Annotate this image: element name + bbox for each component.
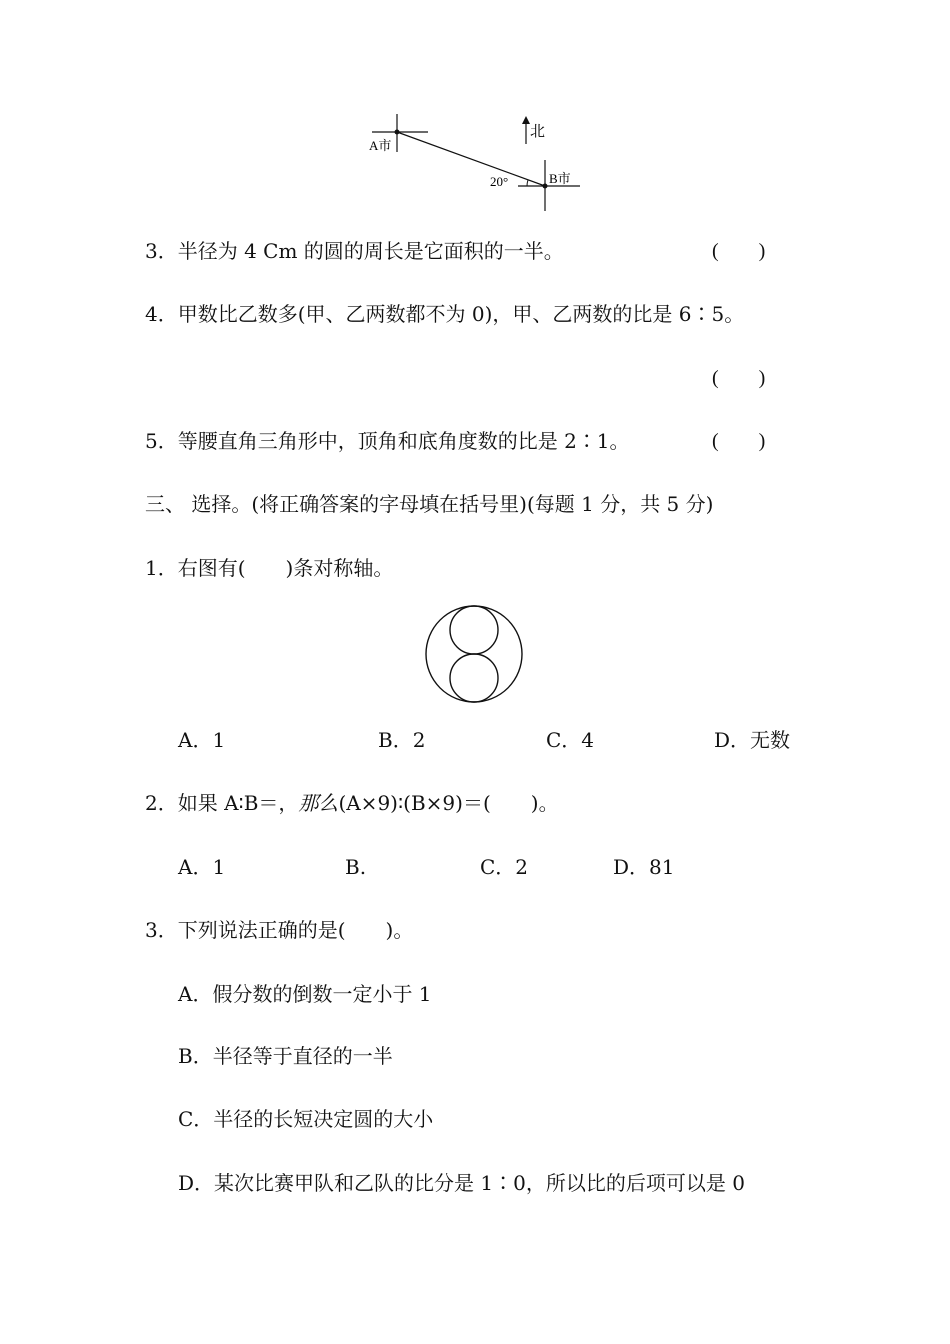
judgement-q5-answer-paren[interactable]: ( ) [712, 430, 766, 452]
choice-q2-option-d[interactable]: D．81 [613, 855, 675, 879]
judgement-q4-answer-paren[interactable]: ( ) [712, 367, 766, 389]
city-b-label: B市 [549, 171, 571, 186]
city-a-label: A市 [369, 138, 392, 153]
choice-q1-option-a[interactable]: A．1 [178, 728, 226, 752]
angle-arc [527, 180, 528, 186]
angle-label: 20° [490, 174, 509, 189]
upper-inner-circle [450, 606, 498, 654]
choice-q3-text: 3．下列说法正确的是( )。 [145, 918, 414, 942]
judgement-q3-answer-paren[interactable]: ( ) [712, 240, 766, 262]
choice-q1-option-c[interactable]: C．4 [546, 728, 595, 752]
north-label: 北 [530, 124, 546, 140]
choice-q3-option-b[interactable]: B．半径等于直径的一半 [178, 1044, 393, 1068]
north-arrow-icon [522, 116, 530, 124]
choice-q2-text-post: (A×9)∶(B×9)＝( )。 [338, 791, 559, 815]
judgement-q5-text: 5．等腰直角三角形中，顶角和底角度数的比是 2∶1。 [145, 429, 630, 453]
choice-q2-text-pre: 2．如果 A∶B＝， [145, 791, 299, 815]
choice-q3-option-c[interactable]: C．半径的长短决定圆的大小 [178, 1107, 434, 1131]
choice-q1-option-b[interactable]: B．2 [378, 728, 426, 752]
city-b-point [543, 184, 548, 189]
choice-q1-text: 1．右图有( )条对称轴。 [145, 556, 394, 580]
lower-inner-circle [450, 654, 498, 702]
judgement-q4-text: 4．甲数比乙数多(甲、乙两数都不为 0)，甲、乙两数的比是 6∶5。 [145, 302, 745, 326]
circles-figure [420, 600, 530, 710]
direction-map-figure [360, 110, 600, 215]
choice-q1-option-d[interactable]: D．无数 [714, 728, 791, 752]
choice-q3-option-a[interactable]: A．假分数的倒数一定小于 1 [178, 982, 432, 1006]
section-3-heading: 三、 选择。(将正确答案的字母填在括号里)(每题 1 分，共 5 分) [145, 492, 714, 516]
choice-q2-text [145, 790, 559, 816]
choice-q2-option-a[interactable]: A．1 [178, 855, 226, 879]
choice-q2-text-italic: 那么 [298, 791, 339, 815]
choice-q2-option-c[interactable]: C．2 [480, 855, 529, 879]
choice-q2-option-b[interactable]: B. [345, 855, 367, 879]
choice-q3-option-d[interactable]: D．某次比赛甲队和乙队的比分是 1∶0，所以比的后项可以是 0 [178, 1171, 745, 1195]
a-to-b-line [397, 132, 545, 186]
judgement-q3-text: 3．半径为 4 Cm 的圆的周长是它面积的一半。 [145, 239, 564, 263]
